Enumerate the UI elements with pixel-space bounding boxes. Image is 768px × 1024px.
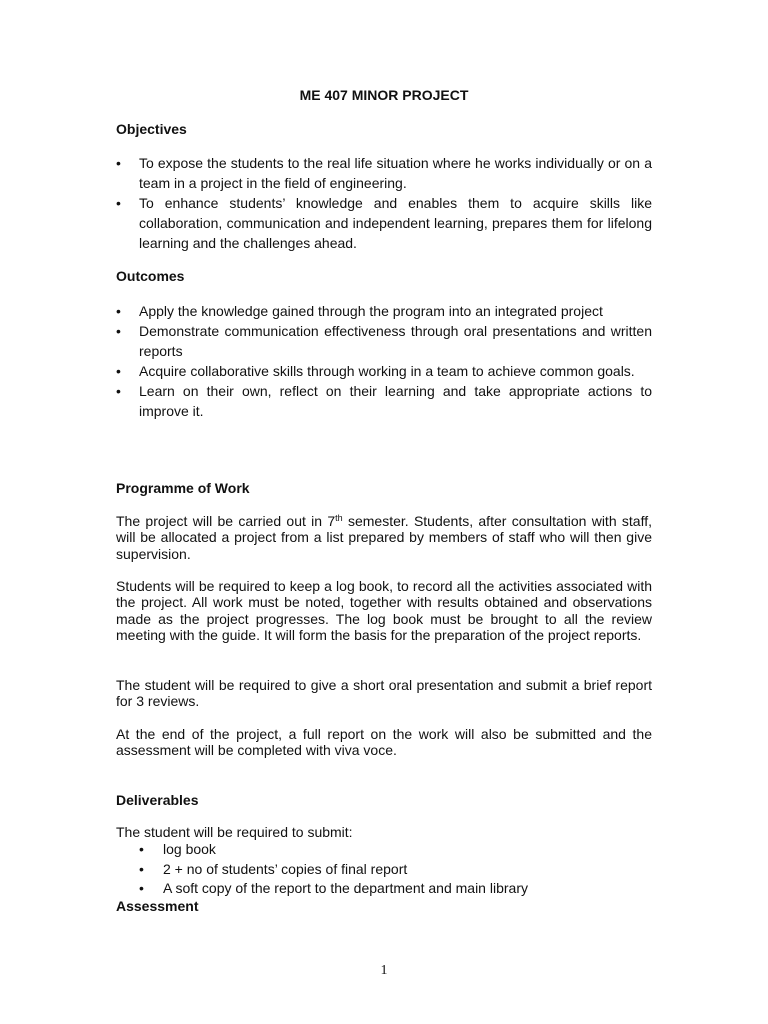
- list-item-text: A soft copy of the report to the department and main library: [163, 880, 528, 896]
- bullet-icon: •: [116, 323, 121, 339]
- programme-paragraph-1: [116, 513, 652, 562]
- list-item: [116, 381, 652, 421]
- bullet-icon: •: [116, 155, 121, 171]
- list-item: [139, 860, 659, 880]
- bullet-icon: •: [116, 195, 121, 211]
- deliverables-intro: The student will be required to submit:: [116, 824, 353, 840]
- assessment-heading: Assessment: [116, 898, 199, 914]
- document-title: ME 407 MINOR PROJECT: [299, 87, 469, 103]
- list-item: [116, 153, 652, 193]
- list-item-text: Apply the knowledge gained through the program into an integrated project: [139, 303, 603, 319]
- list-item: [139, 840, 659, 860]
- bullet-icon: •: [139, 841, 144, 857]
- programme-heading: Programme of Work: [116, 480, 250, 496]
- list-item: [116, 193, 652, 253]
- deliverables-heading: Deliverables: [116, 792, 199, 808]
- deliverables-list: [139, 840, 659, 899]
- objectives-heading: Objectives: [116, 121, 187, 137]
- bullet-icon: •: [139, 880, 144, 896]
- outcomes-heading: Outcomes: [116, 268, 185, 284]
- page-number: 1: [380, 963, 388, 978]
- programme-p1-text: The project will be carried out in 7: [116, 513, 336, 529]
- objectives-list: [116, 153, 652, 253]
- list-item: [116, 321, 652, 361]
- list-item-text: Learn on their own, reflect on their learning and take appropriate actions to improve it.: [139, 383, 652, 419]
- superscript-ordinal: th: [335, 513, 343, 523]
- list-item-text: 2 + no of students’ copies of final report: [163, 860, 408, 877]
- programme-paragraph-2: Students will be required to keep a log book, to record all the activities associated with the project. All work must be noted, together with results obtained and observations made as the project progresses. The log book must be brought to all the review meeting with the guide. It will form the basis for the preparation of the project reports.: [116, 578, 652, 643]
- list-item-text: To enhance students’ knowledge and enables them to acquire skills like collaboration, communication and independent learning, prepares them for lifelong learning and the challenges ahead.: [139, 195, 652, 251]
- bullet-icon: •: [116, 383, 121, 399]
- bullet-icon: •: [116, 363, 121, 379]
- list-item: [116, 301, 652, 321]
- list-item: [139, 879, 659, 899]
- programme-paragraph-3: The student will be required to give a short oral presentation and submit a brief report for 3 reviews.: [116, 677, 652, 710]
- list-item-text: log book: [163, 841, 216, 857]
- list-item-text: To expose the students to the real life situation where he works individually or on a team in a project in the field of engineering.: [139, 155, 652, 191]
- programme-p1-text-cont: semester. Students, after consultation with staff, will be allocated a project from a list prepared by members of staff who will then give supervision.: [116, 513, 652, 562]
- bullet-icon: •: [139, 860, 144, 877]
- outcomes-list: [116, 301, 652, 421]
- list-item: [116, 361, 652, 381]
- programme-paragraph-4: At the end of the project, a full report on the work will also be submitted and the assessment will be completed with viva voce.: [116, 726, 652, 759]
- list-item-text: Acquire collaborative skills through working in a team to achieve common goals.: [139, 363, 635, 379]
- list-item-text: Demonstrate communication effectiveness through oral presentations and written reports: [139, 323, 652, 359]
- bullet-icon: •: [116, 303, 121, 319]
